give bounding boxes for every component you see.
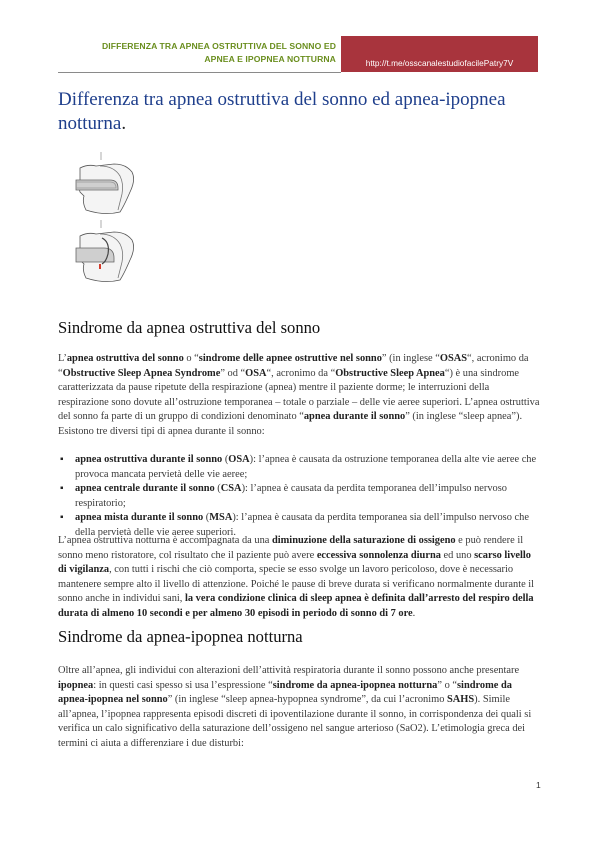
text-run: ). Simile all’apnea, l’ipopnea rappresenta episodi discreti di ipoventilazione durante il sonno, in corrispondenza dei quali si verifica un calo significativo della saturazione dell’ossigeno nel sangue arterioso (SaO2). L’etimologia greca dei termini ci aiuta a differenziare i due disturbi: [58, 694, 532, 749]
apnea-type-list-item [58, 453, 542, 482]
section-heading-osas: Sindrome da apnea ostruttiva del sonno [58, 318, 321, 337]
text-run: L’apnea ostruttiva notturna è accompagnata da una [58, 535, 272, 546]
bold-text-run: apnea ostruttiva durante il sonno [75, 454, 223, 465]
bold-text-run: OSAS [439, 353, 468, 364]
bold-text-run: SAHS [447, 694, 475, 705]
text-run: ): l’apnea è causata da ostruzione temporanea della alte vie aeree che provoca mancata pervietà delle vie aeree; [75, 454, 537, 480]
bold-text-run: sindrome delle apnee ostruttive nel sonno [198, 353, 382, 364]
text-run: “) è una sindrome caratterizzata da pause ripetute della respirazione (apnea) mentre il paziente dorme; le interruzioni della respirazione sono dovute all’ostruzione temporanea – totale o parziale – delle vie aeree superiori. L’apnea ostruttiva del sonno fa parte di un gruppo di condizioni denominato “ [58, 367, 540, 422]
airway-open-icon [76, 152, 134, 214]
text-run: ): l’apnea è causata da perdita temporanea dell’impulso nervoso respiratorio; [75, 483, 507, 509]
text-run: e può rendere il sonno meno ristoratore, col risultato che il paziente può avere [58, 535, 524, 561]
bold-text-run: OSA [245, 367, 267, 379]
text-run: ed uno [440, 549, 475, 561]
apnea-type-list-item [58, 482, 542, 511]
bold-text-run: Obstructive Sleep Apnea [335, 367, 445, 379]
bold-text-run: apnea ostruttiva del sonno [66, 353, 184, 364]
airway-obstruction-illustration [74, 150, 138, 284]
bold-text-run: Obstructive Sleep Apnea Syndrome [62, 367, 221, 379]
text-run: ” od “ [220, 367, 246, 379]
page-title-period: . [121, 113, 127, 134]
text-run: ( [214, 483, 221, 494]
bold-text-run: scarso livello di vigilanza [58, 549, 531, 575]
text-run: ” (in inglese “sleep apnea”). Esistono tre diversi tipi di apnea durante il sonno: [58, 411, 523, 437]
page-title-text: Differenza tra apnea ostruttiva del sonno ed apnea-ipopnea notturna [58, 89, 506, 134]
paragraph-osas-definition [58, 352, 542, 439]
page-number: 1 [536, 780, 541, 790]
paragraph-sahs-definition [58, 664, 542, 751]
bold-text-run: apnea durante il sonno [303, 411, 406, 422]
section-heading-sahs: Sindrome da apnea-ipopnea notturna [58, 627, 303, 646]
text-run: “, acronimo da “ [266, 367, 336, 379]
running-header-line-1: DIFFERENZA TRA APNEA OSTRUTTIVA DEL SONNO ED [101, 41, 336, 51]
text-run: ( [203, 512, 210, 523]
text-run: L’ [58, 353, 67, 364]
text-run: , con tutti i rischi che ciò comporta, specie se esso svolge un lavoro pericoloso, dove è necessario mantenere sempre alto il livello di attenzione. Poiché le pause di breve durata si verificano normalmente durante il sonno anche in individui sani, [58, 564, 535, 604]
text-run: ” (in inglese “sleep apnea-hypopnea syndrome”, da cui l’acronimo [167, 694, 448, 705]
bold-text-run: apnea mista durante il sonno [75, 512, 204, 523]
text-run: ): l’apnea è causata da perdita temporanea sia dell’impulso nervoso che della pervietà delle vie aeree superiori. [75, 512, 529, 538]
bold-text-run: CSA [220, 483, 242, 494]
text-run: “, acronimo da “ [58, 353, 529, 379]
bold-text-run: apnea centrale durante il sonno [75, 483, 215, 494]
text-run: o “ [183, 353, 199, 364]
bold-text-run: OSA [228, 454, 250, 465]
airway-blocked-icon [76, 220, 134, 282]
running-header-line-2: APNEA E IPOPNEA NOTTURNA [204, 54, 336, 64]
header-link[interactable]: http://t.me/osscanalestudiofacilePatry7V [365, 58, 514, 68]
text-run: ” o “ [437, 679, 458, 691]
bold-text-run: sindrome da apnea-ipopnea nel sonno [58, 679, 512, 705]
bold-text-run: sindrome da apnea-ipopnea notturna [272, 679, 438, 691]
text-run: Oltre all’apnea, gli individui con alterazioni dell’attività respiratoria durante il sonno possono anche presentare [58, 665, 520, 676]
text-run: ( [222, 454, 229, 465]
text-run: : in questi casi spesso si usa l’espressione “ [93, 679, 273, 691]
paragraph-osas-consequences [58, 534, 542, 621]
bullet-square-icon: ▪ [60, 454, 64, 465]
bold-text-run: eccessiva sonnolenza diurna [316, 549, 441, 561]
header-divider [58, 72, 341, 73]
bullet-square-icon: ▪ [60, 512, 64, 523]
bullet-square-icon: ▪ [60, 483, 64, 494]
bold-text-run: la vera condizione clinica di sleep apnea è definita dall’arresto del respiro della durata di almeno 10 secondi e per almeno 30 episodi in periodo di sonno di 7 ore [58, 593, 534, 619]
page-title [58, 88, 538, 136]
text-run: ” (in inglese “ [381, 353, 440, 364]
bold-text-run: diminuzione della saturazione di ossigeno [271, 535, 456, 546]
bold-text-run: MSA [209, 512, 233, 523]
bold-text-run: ipopnea [58, 679, 94, 691]
header-link-banner[interactable] [341, 36, 538, 72]
running-header-title [40, 40, 336, 66]
apnea-types-list [58, 453, 542, 540]
text-run: . [412, 607, 416, 619]
